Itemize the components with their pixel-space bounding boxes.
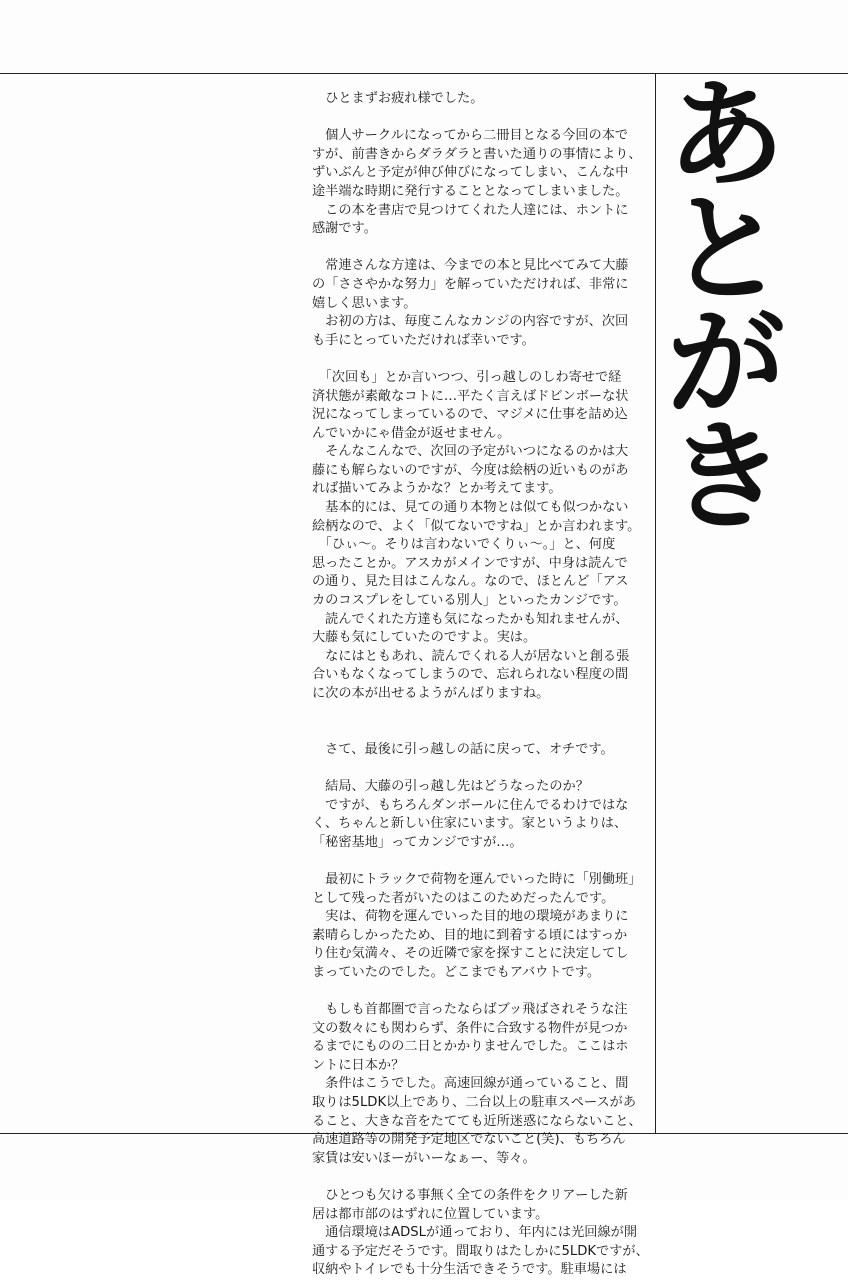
text-line: ひとまずお疲れ様でした。 — [312, 91, 484, 106]
text-line: 済状態が素敵なコトに…平たく言えばドビンボーな状 — [312, 388, 629, 404]
text-line: ること、大きな音をたてても近所迷惑にならないこと、 — [312, 1113, 642, 1129]
text-line: んでいかにゃ借金が返せません。 — [312, 425, 511, 441]
paragraph — [312, 257, 652, 350]
text-line: ひとつも欠ける事無く全ての条件をクリアーした新 — [312, 1188, 628, 1204]
paragraph-spacer — [312, 852, 652, 871]
text-line: まっていたのでした。どこまでもアバウトです。 — [312, 964, 601, 980]
paragraph — [312, 741, 652, 760]
text-line: ントに日本か？ — [312, 1057, 405, 1073]
paragraph-spacer — [312, 983, 652, 1002]
paragraph — [312, 1187, 652, 1280]
text-line: 「ひぃ～。そりは言わないでくりぃ～。」と、何度 — [312, 537, 616, 553]
title-char: あ — [666, 66, 785, 204]
text-line: さて、最後に引っ越しの話に戻って、オチです。 — [312, 741, 614, 757]
text-line: れば描いてみようかな？とか考えてます。 — [312, 481, 562, 497]
text-line: 最初にトラックで荷物を運んでいった時に「別働班」 — [312, 871, 642, 887]
text-line: として残った者がいたのはこのためだったんです。 — [312, 890, 615, 906]
text-line: 途半端な時期に発行することとなってしまいました。 — [312, 183, 629, 199]
text-line: 感謝です。 — [312, 221, 377, 237]
paragraph-spacer — [312, 350, 652, 369]
text-line: 取りは5LDK以上であり、二台以上の駐車スペースがあ — [312, 1095, 637, 1111]
text-line: 収納やトイレでも十分生活できそうです。駐車場には — [312, 1262, 627, 1278]
text-line: 基本的には、見ての通り本物とは似ても似つかない — [312, 500, 629, 516]
text-line: 個人サークルになってから二冊目となる今回の本で — [312, 128, 629, 144]
text-line: 嬉しく思います。 — [312, 295, 417, 311]
text-line: 大藤も気にしていたのですよ。実は。 — [312, 630, 537, 646]
text-line: 絵柄なので、よく「似てないですね」とか言われます。 — [312, 518, 641, 534]
title-char: が — [666, 294, 785, 432]
text-line: 通する予定だそうです。間取りはたしかに5LDKですが、 — [312, 1243, 649, 1259]
text-line: 文の数々にも関わらず、条件に合致する物件が見つか — [312, 1020, 628, 1036]
text-line: り住む気満々、その近隣で家を探すことに決定してし — [312, 946, 629, 962]
page-title-vertical — [664, 66, 788, 546]
text-line: 居は都市部のはずれに位置しています。 — [312, 1206, 549, 1222]
text-line: 通信環境はADSLが通っており、年内には光回線が開 — [312, 1225, 638, 1241]
text-line: 況になってしまっているので、マジメに仕事を詰め込 — [312, 407, 628, 423]
paragraph — [312, 127, 652, 239]
text-line: そんなこんなで、次回の予定がいつになるのかは大 — [312, 444, 629, 460]
text-line: ですが、もちろんダンボールに住んでるわけではな — [312, 797, 629, 813]
text-line: 思ったことか。アスカがメインですが、中身は読んで — [312, 555, 628, 571]
title-char: き — [666, 408, 785, 546]
text-line: お初の方は、毎度こんなカンジの内容ですが、次回 — [312, 314, 629, 330]
text-line: 素晴らしかったため、目的地に到着する頃にはすっか — [312, 927, 628, 943]
paragraph — [312, 369, 652, 704]
text-line: なにはともあれ、読んでくれる人が居ないと創る張 — [312, 648, 630, 664]
text-line: 藤にも解らないのですが、今度は絵柄の近いものがあ — [312, 462, 629, 478]
paragraph — [312, 778, 652, 852]
text-line: の「ささやかな努力」を解っていただければ、非常に — [312, 276, 629, 292]
title-char: と — [666, 180, 785, 318]
text-line: すが、前書きからダラダラと書いた通りの事情により、 — [312, 146, 642, 162]
text-line: 条件はこうでした。高速回線が通っていること、間 — [312, 1076, 629, 1092]
paragraph-spacer — [312, 759, 652, 778]
paragraph-spacer — [312, 239, 652, 258]
text-line: 「秘密基地」ってカンジですが…。 — [312, 834, 523, 850]
text-line: 「次回も」とか言いつつ、引っ越しのしわ寄せで経 — [312, 369, 622, 385]
text-line: るまでにものの二日とかかりませんでした。ここはホ — [312, 1039, 629, 1055]
text-line: に次の本が出せるようがんばりますね。 — [312, 686, 550, 701]
paragraph — [312, 1001, 652, 1168]
text-line: 高速道路等の開発予定地区でないこと(笑)、もちろん — [312, 1132, 626, 1148]
text-line: 常連さんな方達は、今までの本と見比べてみて大藤 — [312, 258, 629, 274]
paragraph — [312, 90, 652, 109]
text-line: もしも首都圏で言ったならばブッ飛ばされそうな注 — [312, 1002, 628, 1018]
text-line: ずいぶんと予定が伸び伸びになってしまい、こんな中 — [312, 165, 629, 181]
paragraph — [312, 871, 652, 983]
text-line: 読んでくれた方達も気になったかも知れませんが、 — [312, 611, 629, 627]
text-line: 合いもなくなってしまうので、忘れられない程度の間 — [312, 667, 629, 683]
text-line: 実は、荷物を運んでいった目的地の環境があまりに — [312, 909, 629, 925]
afterword-body-text — [312, 90, 652, 1280]
section-spacer — [312, 704, 652, 741]
text-line: この本を書店で見つけてくれた人達には、ホントに — [312, 202, 629, 218]
text-line: く、ちゃんと新しい住家にいます。家というよりは、 — [312, 816, 628, 832]
text-line: 家賃は安いほーがいーなぁー、等々。 — [312, 1150, 536, 1166]
text-line: 結局、大藤の引っ越し先はどうなったのか？ — [312, 778, 589, 794]
text-line: カのコスプレをしている別人」といったカンジです。 — [312, 593, 627, 609]
paragraph-spacer — [312, 1168, 652, 1187]
text-line: の通り、見た目はこんなん。なので、ほとんど「アス — [312, 574, 629, 590]
title-column-divider — [655, 73, 656, 1133]
paragraph-spacer — [312, 109, 652, 128]
text-line: も手にとっていただければ幸いです。 — [312, 332, 535, 348]
